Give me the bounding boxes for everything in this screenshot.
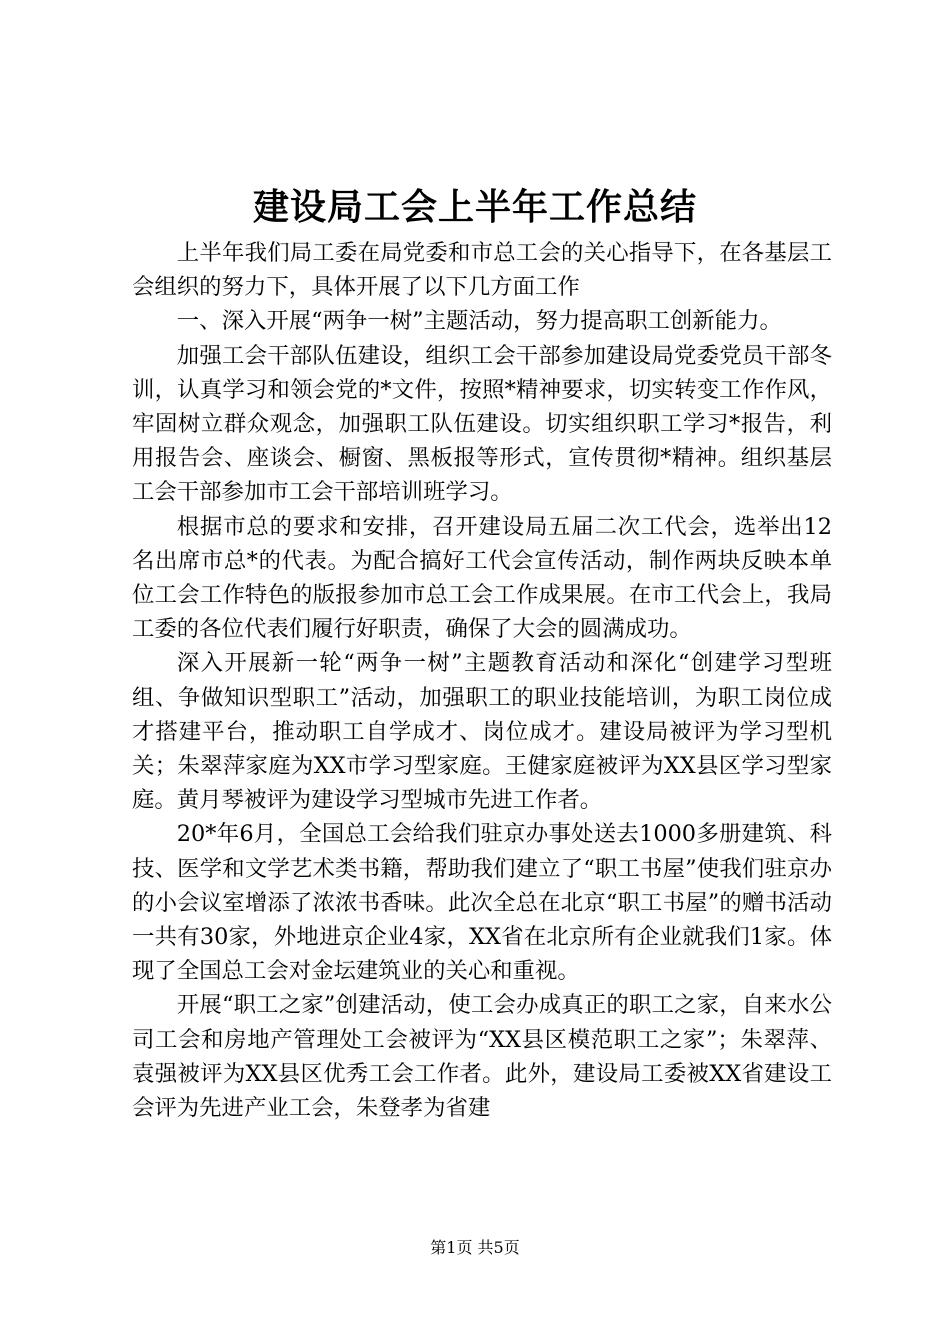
paragraph-intro: 上半年我们局工委在局党委和市总工会的关心指导下，在各基层工会组织的努力下，具体开展了以下几方面工作 xyxy=(132,240,832,301)
paragraph-section-heading: 一、深入开展“两争一树”主题活动，努力提高职工创新能力。 xyxy=(176,308,782,335)
page-number-footer: 第1页 共5页 xyxy=(430,1238,520,1257)
paragraph-learning-activities: 深入开展新一轮“两争一树”主题教育活动和深化“创建学习型班组、争做知识型职工”活动，加强职工的职业技能培训，为职工岗位成才搭建平台，推动职工自学成才、岗位成才。建设局被评为学习型机关；朱翠萍家庭为XX市学习型家庭。王健家庭被评为XX县区学习型家庭。黄月琴被评为建设学习型城市先进工作者。 xyxy=(132,650,832,814)
paragraph-cadre-training: 加强工会干部队伍建设，组织工会干部参加建设局党委党员干部冬训，认真学习和领会党的*文件，按照*精神要求，切实转变工作作风，牢固树立群众观念，加强职工队伍建设。切实组织职工学习*报告，利用报告会、座谈会、橱窗、黑板报等形式，宣传贯彻*精神。组织基层工会干部参加市工会干部培训班学习。 xyxy=(132,342,832,506)
paragraph-congress: 根据市总的要求和安排，召开建设局五届二次工代会，选举出12名出席市总*的代表。为配合搞好工代会宣传活动，制作两块反映本单位工会工作特色的版报参加市总工会工作成果展。在市工代会上，我局工委的各位代表们履行好职责，确保了大会的圆满成功。 xyxy=(132,513,832,643)
paragraph-workers-home: 开展“职工之家”创建活动，使工会办成真正的职工之家，自来水公司工会和房地产管理处工会被评为“XX县区模范职工之家”；朱翠萍、袁强被评为XX县区优秀工会工作者。此外，建设局工委被XX省建设工会评为先进产业工会，朱登孝为省建 xyxy=(132,992,832,1122)
document-body xyxy=(132,236,832,1125)
document-title: 建设局工会上半年工作总结 xyxy=(252,186,697,228)
paragraph-workers-library: 20*年6月，全国总工会给我们驻京办事处送去1000多册建筑、科技、医学和文学艺术类书籍，帮助我们建立了“职工书屋”使我们驻京办的小会议室增添了浓浓书香味。此次全总在北京“职工书屋”的赠书活动一共有30家，外地进京企业4家，XX省在北京所有企业就我们1家。体现了全国总工会对金坛建筑业的关心和重视。 xyxy=(132,821,832,985)
